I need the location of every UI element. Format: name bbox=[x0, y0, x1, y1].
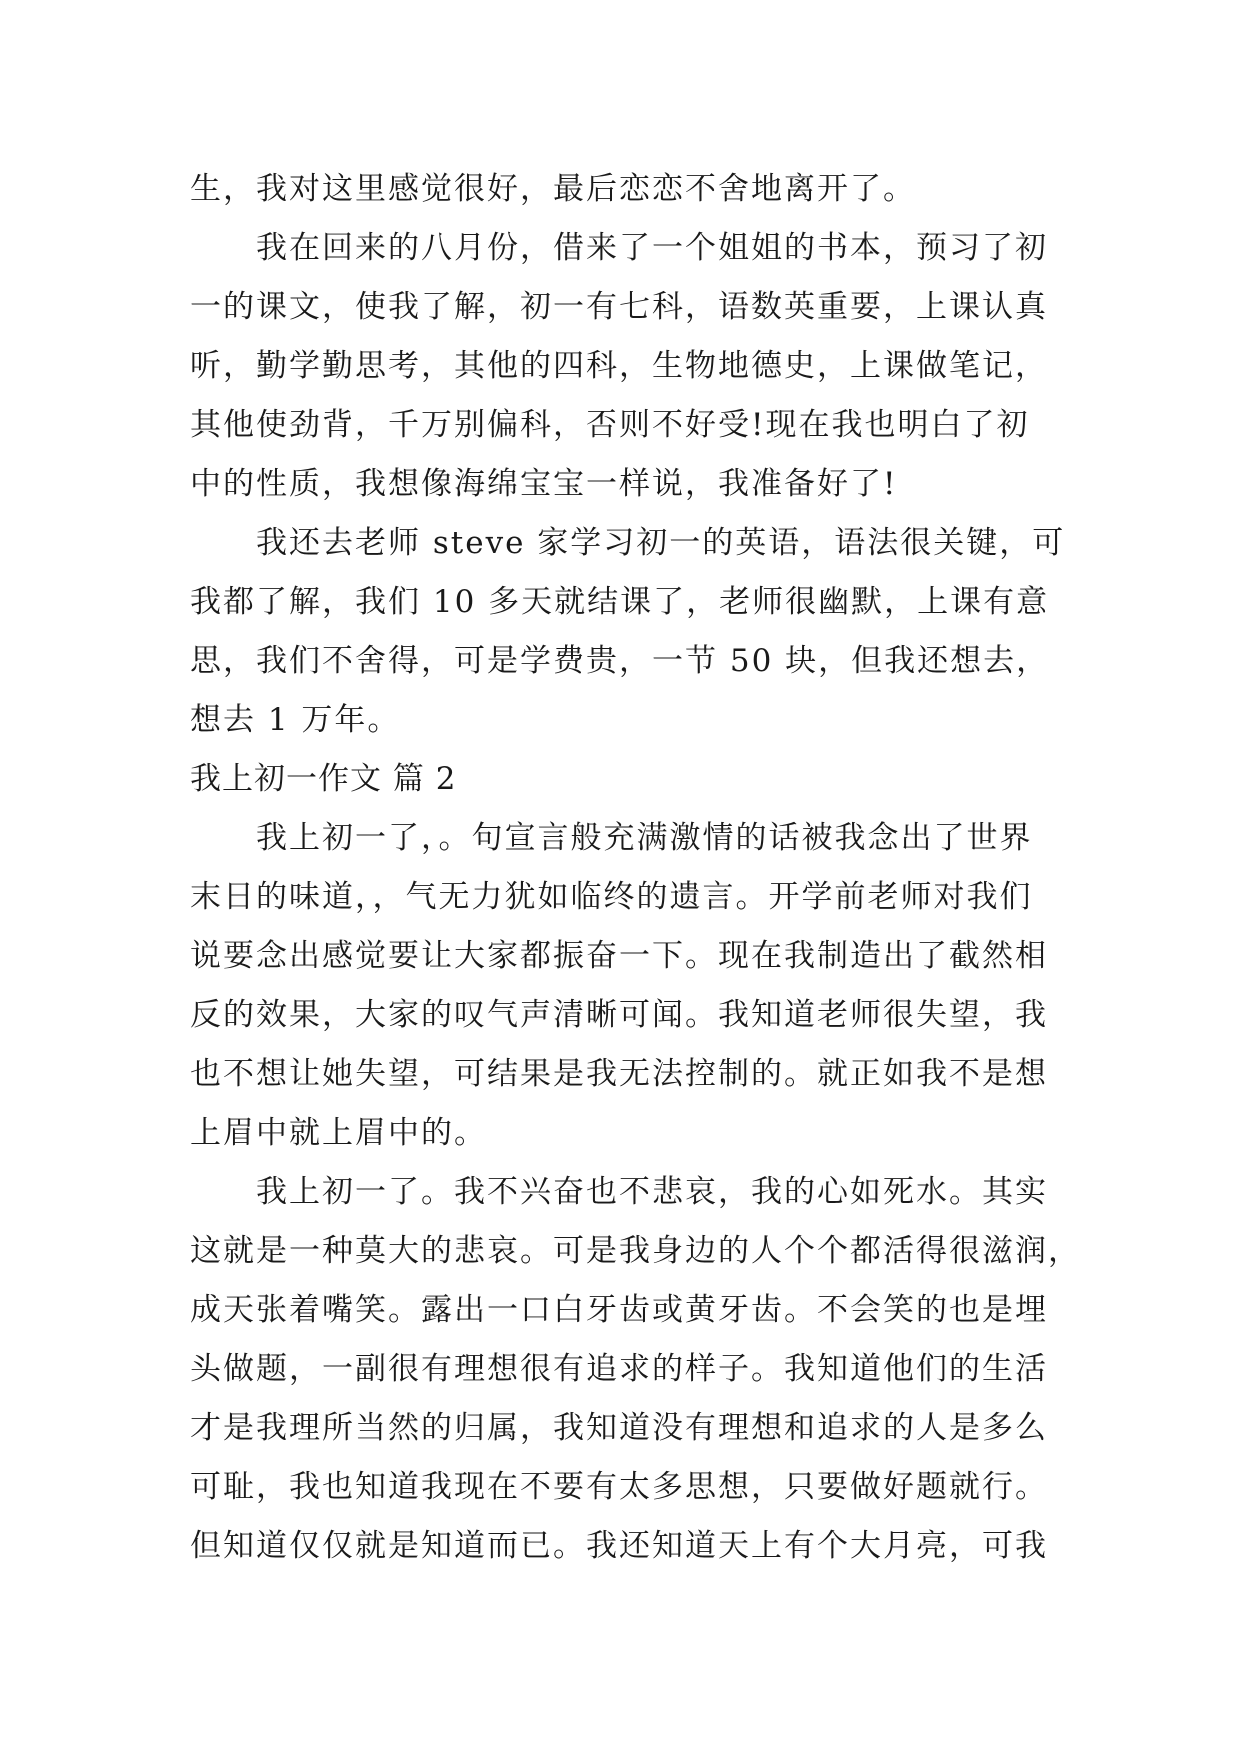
text-line: 我还去老师 steve 家学习初一的英语，语法很关键，可 bbox=[256, 525, 1066, 561]
text-line: 成天张着嘴笑。露出一口白牙齿或黄牙齿。不会笑的也是埋 bbox=[190, 1292, 1048, 1328]
text-line: 生，我对这里感觉很好，最后恋恋不舍地离开了。 bbox=[190, 171, 916, 207]
text-line: 反的效果，大家的叹气声清晰可闻。我知道老师很失望，我 bbox=[190, 997, 1048, 1033]
text-line: 其他使劲背，千万别偏科，否则不好受!现在我也明白了初 bbox=[190, 407, 1030, 443]
essay-body bbox=[190, 160, 1081, 1576]
text-line: 头做题，一副很有理想很有追求的样子。我知道他们的生活 bbox=[190, 1351, 1048, 1387]
text-line: 我上初一了。我不兴奋也不悲哀，我的心如死水。其实 bbox=[256, 1174, 1048, 1210]
text-line: 一的课文，使我了解，初一有七科，语数英重要，上课认真 bbox=[190, 289, 1048, 325]
text-line: 才是我理所当然的归属，我知道没有理想和追求的人是多么 bbox=[190, 1410, 1048, 1446]
section-heading: 我上初一作文 篇 2 bbox=[190, 761, 457, 797]
text-line: 我上初一了，。句宣言般充满激情的话被我念出了世界 bbox=[256, 820, 1033, 856]
text-line: 思，我们不舍得，可是学费贵，一节 50 块，但我还想去， bbox=[190, 643, 1050, 679]
text-line: 也不想让她失望，可结果是我无法控制的。就正如我不是想 bbox=[190, 1056, 1048, 1092]
text-line: 想去 1 万年。 bbox=[190, 702, 401, 738]
text-line: 说要念出感觉要让大家都振奋一下。现在我制造出了截然相 bbox=[190, 938, 1048, 974]
text-line: 听，勤学勤思考，其他的四科，生物地德史，上课做笔记， bbox=[190, 348, 1048, 384]
text-line: 可耻，我也知道我现在不要有太多思想，只要做好题就行。 bbox=[190, 1469, 1048, 1505]
text-line: 末日的味道，，气无力犹如临终的遗言。开学前老师对我们 bbox=[190, 879, 1033, 915]
text-line: 中的性质，我想像海绵宝宝一样说，我准备好了! bbox=[190, 466, 898, 502]
text-line: 我都了解，我们 10 多天就结课了，老师很幽默，上课有意 bbox=[190, 584, 1050, 620]
text-line: 我在回来的八月份，借来了一个姐姐的书本，预习了初 bbox=[256, 230, 1048, 266]
text-line: 这就是一种莫大的悲哀。可是我身边的人个个都活得很滋润， bbox=[190, 1233, 1081, 1269]
text-line: 但知道仅仅就是知道而已。我还知道天上有个大月亮，可我 bbox=[190, 1528, 1048, 1564]
text-line: 上眉中就上眉中的。 bbox=[190, 1115, 487, 1151]
